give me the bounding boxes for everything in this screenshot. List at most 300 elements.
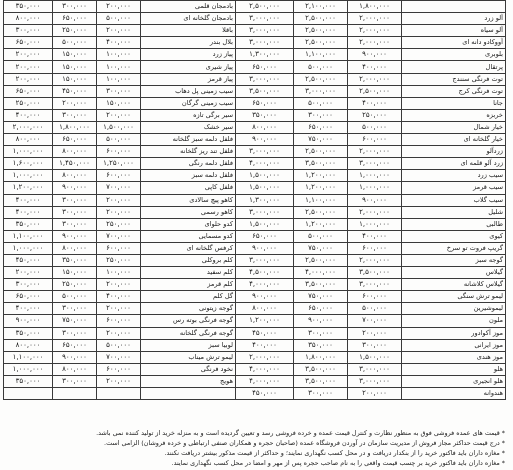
wholesale-max-left: ۱,۰۰۰,۰۰۰	[4, 363, 53, 375]
wholesale-max-left: ۱,۰۰۰,۰۰۰	[4, 242, 53, 254]
wholesale-min-left: ۳۰۰,۰۰۰	[97, 85, 141, 97]
item-name-right: بلوبری	[402, 49, 506, 61]
wholesale-max-left: ۲۰۰,۰۰۰	[4, 61, 53, 73]
wholesale-min-right: ۲,۰۰۰,۰۰۰	[348, 25, 402, 37]
wholesale-max-right: ۴,۰۰۰,۰۰۰	[236, 363, 294, 375]
wholesale-mid-left: ۳۰۰,۰۰۰	[53, 303, 97, 315]
wholesale-min-left: ۲۵۰,۰۰۰	[97, 218, 141, 230]
wholesale-min-right: ۱,۰۰۰,۰۰۰	[348, 182, 402, 194]
item-name-right: موز ایرانی	[402, 339, 506, 351]
wholesale-mid-left: ۲۵۰,۰۰۰	[53, 25, 97, 37]
item-name-right: کیوی	[402, 230, 506, 242]
wholesale-min-right: ۴۰۰,۰۰۰	[348, 97, 402, 109]
item-name-left	[141, 388, 236, 400]
wholesale-max-right: ۴۰۰,۰۰۰	[236, 339, 294, 351]
item-name-right: آلو زرد	[402, 13, 506, 25]
wholesale-min-left: ۲۰۰,۰۰۰	[97, 327, 141, 339]
wholesale-max-right: ۸۰۰,۰۰۰	[236, 303, 294, 315]
item-name-left: فلفل دلمه سبز گلخانه	[141, 134, 236, 146]
item-name-right: سیب قرمز	[402, 182, 506, 194]
wholesale-mid-right: ۲,۵۰۰,۰۰۰	[294, 73, 348, 85]
wholesale-mid-right: ۲,۵۰۰,۰۰۰	[294, 25, 348, 37]
item-name-left: کرفس گلخانه ای	[141, 242, 236, 254]
wholesale-min-left: ۶۰۰,۰۰۰	[97, 363, 141, 375]
item-name-left: فلفل دلمه سبز	[141, 170, 236, 182]
wholesale-min-left: ۲۰۰,۰۰۰	[97, 1, 141, 13]
wholesale-max-left: ۱,۰۰۰,۰۰۰	[4, 170, 53, 182]
wholesale-max-right: ۶۵۰,۰۰۰	[236, 97, 294, 109]
wholesale-max-right: ۹۰۰,۰۰۰	[236, 242, 294, 254]
wholesale-mid-right: ۳,۵۰۰,۰۰۰	[294, 158, 348, 170]
wholesale-min-left: ۴۰۰,۰۰۰	[97, 291, 141, 303]
table-row	[4, 13, 506, 25]
wholesale-mid-left: ۶۵۰,۰۰۰	[53, 134, 97, 146]
wholesale-max-left: ۱,۶۰۰,۰۰۰	[4, 158, 53, 170]
wholesale-mid-left: ۹۰۰,۰۰۰	[53, 351, 97, 363]
item-name-right: جانا	[402, 97, 506, 109]
wholesale-mid-right: ۴,۰۰۰,۰۰۰	[294, 267, 348, 279]
item-name-left: کلم قرمز	[141, 279, 236, 291]
wholesale-max-right: ۴۵۰,۰۰۰	[236, 327, 294, 339]
wholesale-min-left: ۲۰۰,۰۰۰	[97, 194, 141, 206]
wholesale-min-left: ۲۰۰,۰۰۰	[97, 303, 141, 315]
table-row	[4, 327, 506, 339]
wholesale-max-left: ۴۰۰,۰۰۰	[4, 194, 53, 206]
wholesale-mid-left: ۳۰۰,۰۰۰	[53, 375, 97, 387]
wholesale-max-left: ۶۵۰,۰۰۰	[4, 291, 53, 303]
wholesale-min-right: ۲,۰۰۰,۰۰۰	[348, 254, 402, 266]
item-name-left: گوجه زیتونی	[141, 303, 236, 315]
wholesale-max-right: ۲,۵۰۰,۰۰۰	[236, 1, 294, 13]
wholesale-mid-right: ۲,۵۰۰,۰۰۰	[294, 146, 348, 158]
table-row	[4, 254, 506, 266]
table-row	[4, 315, 506, 327]
item-name-right: سیب زرد	[402, 170, 506, 182]
item-name-right: هندوانه	[402, 388, 506, 400]
wholesale-mid-right: ۱,۱۰۰,۰۰۰	[294, 194, 348, 206]
item-name-right: گیلاس	[402, 267, 506, 279]
wholesale-min-left: ۵۰۰,۰۰۰	[97, 339, 141, 351]
price-table	[3, 0, 506, 400]
wholesale-mid-right: ۳۵۰,۰۰۰	[294, 339, 348, 351]
wholesale-mid-left: ۶۵۰,۰۰۰	[53, 339, 97, 351]
wholesale-min-right: ۳۰۰,۰۰۰	[348, 339, 402, 351]
wholesale-mid-left: ۳۰۰,۰۰۰	[53, 206, 97, 218]
table-row	[4, 1, 506, 13]
wholesale-mid-left: ۴۵۰,۰۰۰	[53, 85, 97, 97]
item-name-left: کلم سفید	[141, 267, 236, 279]
wholesale-mid-left: ۳۰۰,۰۰۰	[53, 327, 97, 339]
wholesale-max-left: ۲۵۰,۰۰۰	[4, 97, 53, 109]
table-row	[4, 73, 506, 85]
wholesale-min-left: ۲۰۰,۰۰۰	[97, 375, 141, 387]
table-row	[4, 134, 506, 146]
wholesale-mid-left: ۵۰۰,۰۰۰	[53, 37, 97, 49]
wholesale-min-left: ۲۰۰,۰۰۰	[97, 279, 141, 291]
wholesale-min-right: ۳,۰۰۰,۰۰۰	[348, 363, 402, 375]
item-name-right	[402, 1, 506, 13]
wholesale-mid-right: ۲,۵۰۰,۰۰۰	[294, 13, 348, 25]
wholesale-max-right: ۳,۰۰۰,۰۰۰	[236, 37, 294, 49]
item-name-left: سیب زمینی گرگان	[141, 97, 236, 109]
item-name-right: هلو انجیری	[402, 375, 506, 387]
wholesale-min-right: ۱,۸۰۰,۰۰۰	[348, 1, 402, 13]
table-row	[4, 97, 506, 109]
wholesale-min-right: ۳,۵۰۰,۰۰۰	[348, 267, 402, 279]
wholesale-max-right: ۴۵۰,۰۰۰	[236, 388, 294, 400]
wholesale-max-right: ۲,۰۰۰,۰۰۰	[236, 351, 294, 363]
item-name-right: آلو سیاه	[402, 25, 506, 37]
item-name-right: گوجه سبز	[402, 254, 506, 266]
wholesale-max-left: ۱,۱۰۰,۰۰۰	[4, 351, 53, 363]
wholesale-max-right: ۹۰۰,۰۰۰	[236, 291, 294, 303]
table-row	[4, 182, 506, 194]
wholesale-max-left: ۹۰۰,۰۰۰	[4, 315, 53, 327]
wholesale-max-left: ۳۵۰,۰۰۰	[4, 327, 53, 339]
table-row	[4, 206, 506, 218]
wholesale-mid-left: ۲۰۰,۰۰۰	[53, 97, 97, 109]
wholesale-min-right: ۲۰۰,۰۰۰	[348, 327, 402, 339]
wholesale-max-right: ۱,۳۰۰,۰۰۰	[236, 194, 294, 206]
wholesale-min-left: ۲۵۰,۰۰۰	[97, 254, 141, 266]
wholesale-max-left: ۳۵۰,۰۰۰	[4, 1, 53, 13]
wholesale-mid-left: ۱۵۰,۰۰۰	[53, 267, 97, 279]
wholesale-min-right: ۶۰۰,۰۰۰	[348, 134, 402, 146]
wholesale-max-right: ۴,۰۰۰,۰۰۰	[236, 279, 294, 291]
wholesale-max-left: ۲۰۰,۰۰۰	[4, 49, 53, 61]
item-name-left: فلفل کاپی	[141, 182, 236, 194]
wholesale-min-right: ۳,۰۰۰,۰۰۰	[348, 158, 402, 170]
wholesale-max-right: ۳,۰۰۰,۰۰۰	[236, 13, 294, 25]
item-name-right: زرد آلو قلمه ای	[402, 158, 506, 170]
item-name-left: لوبیا سبز	[141, 339, 236, 351]
item-name-right: گریپ فروت تو سرخ	[402, 242, 506, 254]
table-row	[4, 218, 506, 230]
table-row	[4, 61, 506, 73]
item-name-left: هویج	[141, 375, 236, 387]
wholesale-min-left: ۱,۲۵۰,۰۰۰	[97, 158, 141, 170]
wholesale-min-left: ۵۰۰,۰۰۰	[97, 134, 141, 146]
item-name-left: گوجه فرنگی بوته رس	[141, 315, 236, 327]
wholesale-mid-left: ۳۰۰,۰۰۰	[53, 1, 97, 13]
wholesale-min-right: ۱,۰۰۰,۰۰۰	[348, 170, 402, 182]
table-row	[4, 375, 506, 387]
wholesale-mid-right: ۲,۵۰۰,۰۰۰	[294, 37, 348, 49]
wholesale-mid-right: ۵۰۰,۰۰۰	[294, 61, 348, 73]
wholesale-min-left: ۶۰۰,۰۰۰	[97, 315, 141, 327]
item-name-right: توت فرنگی سنندج	[402, 73, 506, 85]
item-name-right: موز آکوادور	[402, 327, 506, 339]
item-name-left: کاهو رسمی	[141, 206, 236, 218]
item-name-right: سیب گلاب	[402, 194, 506, 206]
wholesale-max-right: ۳,۰۰۰,۰۰۰	[236, 206, 294, 218]
wholesale-mid-right: ۳,۵۰۰,۰۰۰	[294, 363, 348, 375]
wholesale-mid-left: ۶۵۰,۰۰۰	[53, 13, 97, 25]
item-name-left: باقلا	[141, 25, 236, 37]
wholesale-min-right: ۶۰۰,۰۰۰	[348, 291, 402, 303]
wholesale-mid-right: ۷۵۰,۰۰۰	[294, 242, 348, 254]
wholesale-mid-left: ۳۵۰,۰۰۰	[53, 254, 97, 266]
wholesale-mid-right: ۹۰۰,۰۰۰	[294, 315, 348, 327]
table-row	[4, 85, 506, 97]
wholesale-max-left: ۶۵۰,۰۰۰	[4, 37, 53, 49]
wholesale-mid-left: ۷۵۰,۰۰۰	[53, 315, 97, 327]
wholesale-mid-left: ۸۰۰,۰۰۰	[53, 242, 97, 254]
wholesale-min-right: ۴۰۰,۰۰۰	[348, 61, 402, 73]
table-row	[4, 170, 506, 182]
wholesale-mid-left: ۳۰۰,۰۰۰	[53, 194, 97, 206]
table-row	[4, 146, 506, 158]
wholesale-min-left: ۱۰۰,۰۰۰	[97, 267, 141, 279]
wholesale-mid-left: ۱,۸۰۰,۰۰۰	[53, 121, 97, 133]
wholesale-min-right: ۲۰۰,۰۰۰	[348, 388, 402, 400]
wholesale-mid-right: ۳,۰۰۰,۰۰۰	[294, 85, 348, 97]
wholesale-mid-left: ۳۰۰,۰۰۰	[53, 218, 97, 230]
wholesale-min-right: ۳,۰۰۰,۰۰۰	[348, 375, 402, 387]
table-row	[4, 291, 506, 303]
item-name-right: پرتقال	[402, 61, 506, 73]
wholesale-mid-right: ۳,۵۰۰,۰۰۰	[294, 279, 348, 291]
wholesale-min-left: ۵۰۰,۰۰۰	[97, 13, 141, 25]
wholesale-min-left: ۲۰۰,۰۰۰	[97, 109, 141, 121]
item-name-right: طالبی	[402, 218, 506, 230]
wholesale-max-left: ۳۵۰,۰۰۰	[4, 375, 53, 387]
wholesale-min-right: ۱,۰۰۰,۰۰۰	[348, 218, 402, 230]
item-name-right: زردآلو	[402, 146, 506, 158]
wholesale-mid-right: ۶۵۰,۰۰۰	[294, 303, 348, 315]
wholesale-min-right: ۴۰۰,۰۰۰	[348, 230, 402, 242]
wholesale-mid-left: ۹۰۰,۰۰۰	[53, 182, 97, 194]
wholesale-max-right: ۳,۵۰۰,۰۰۰	[236, 85, 294, 97]
item-name-right: لیموشیرین	[402, 303, 506, 315]
wholesale-min-left: ۶۰۰,۰۰۰	[97, 170, 141, 182]
wholesale-min-right: ۲,۰۰۰,۰۰۰	[348, 206, 402, 218]
wholesale-mid-left	[53, 388, 97, 400]
wholesale-mid-right: ۲,۵۰۰,۰۰۰	[294, 206, 348, 218]
table-row	[4, 25, 506, 37]
wholesale-max-left: ۲,۰۰۰,۰۰۰	[4, 121, 53, 133]
item-name-left: نخود فرنگی	[141, 363, 236, 375]
wholesale-max-right: ۶۵۰,۰۰۰	[236, 230, 294, 242]
footnote: * مغازه داران باید فاکتور خرید را از بنکدار دریافت و در محل کسب نگهداری نمایند؛ و حداکثر از قیمت مذکور بیشتر دریافت نکنند.	[164, 449, 505, 457]
wholesale-min-right: ۵۰۰,۰۰۰	[348, 121, 402, 133]
wholesale-mid-right: ۳۰۰,۰۰۰	[294, 327, 348, 339]
wholesale-min-right: ۱,۵۰۰,۰۰۰	[348, 351, 402, 363]
wholesale-max-right: ۴,۵۰۰,۰۰۰	[236, 267, 294, 279]
table-row	[4, 158, 506, 170]
item-name-left: کدو مسمایی	[141, 230, 236, 242]
table-row	[4, 109, 506, 121]
wholesale-min-left: ۲۰۰,۰۰۰	[97, 206, 141, 218]
wholesale-max-left: ۳۰۰,۰۰۰	[4, 25, 53, 37]
item-name-left: لیمو ترش میناب	[141, 351, 236, 363]
wholesale-max-right: ۸۰۰,۰۰۰	[236, 121, 294, 133]
item-name-right: موز هندی	[402, 351, 506, 363]
wholesale-min-right: ۵۰۰,۰۰۰	[348, 303, 402, 315]
wholesale-min-left: ۱۰۰,۰۰۰	[97, 73, 141, 85]
wholesale-max-left: ۸۰۰,۰۰۰	[4, 13, 53, 25]
wholesale-mid-left: ۱,۴۵۰,۰۰۰	[53, 158, 97, 170]
wholesale-max-left: ۲۰۰,۰۰۰	[4, 267, 53, 279]
item-name-right: هلو	[402, 363, 506, 375]
item-name-left: کلم بروکلی	[141, 254, 236, 266]
item-name-right: ملون	[402, 315, 506, 327]
table-row	[4, 363, 506, 375]
wholesale-mid-left: ۱۵۰,۰۰۰	[53, 61, 97, 73]
wholesale-max-left: ۸۰۰,۰۰۰	[4, 339, 53, 351]
item-name-right: آووکادو دانه ای	[402, 37, 506, 49]
wholesale-mid-left: ۳۰۰,۰۰۰	[53, 109, 97, 121]
table-row	[4, 351, 506, 363]
item-name-right: خیار شمال	[402, 121, 506, 133]
item-name-left: پیاز شیری	[141, 61, 236, 73]
wholesale-mid-right: ۶۵۰,۰۰۰	[294, 121, 348, 133]
wholesale-mid-right: ۷۵۰,۰۰۰	[294, 291, 348, 303]
item-name-right: خربزه	[402, 109, 506, 121]
table-row	[4, 194, 506, 206]
item-name-left: بادمجان قلمی	[141, 1, 236, 13]
wholesale-max-left: ۸۰۰,۰۰۰	[4, 134, 53, 146]
wholesale-mid-right: ۱,۲۰۰,۰۰۰	[294, 218, 348, 230]
wholesale-mid-right: ۲,۵۰۰,۰۰۰	[294, 254, 348, 266]
wholesale-max-right: ۹۰۰,۰۰۰	[236, 134, 294, 146]
wholesale-max-right: ۳,۰۰۰,۰۰۰	[236, 25, 294, 37]
wholesale-max-left: ۱,۱۰۰,۰۰۰	[4, 230, 53, 242]
wholesale-max-right: ۳,۰۰۰,۰۰۰	[236, 146, 294, 158]
table-row	[4, 339, 506, 351]
wholesale-max-right: ۳,۰۰۰,۰۰۰	[236, 254, 294, 266]
item-name-left: پیاز زرد	[141, 49, 236, 61]
table-row	[4, 121, 506, 133]
wholesale-mid-right: ۵۰۰,۰۰۰	[294, 97, 348, 109]
wholesale-min-left: ۴۰۰,۰۰۰	[97, 37, 141, 49]
wholesale-mid-right: ۷۵۰,۰۰۰	[294, 134, 348, 146]
wholesale-max-right: ۴,۰۰۰,۰۰۰	[236, 158, 294, 170]
wholesale-mid-left: ۸۰۰,۰۰۰	[53, 363, 97, 375]
item-name-left: فلفل دلمه رنگی	[141, 158, 236, 170]
footnote: * مغازه داران باید فاکتور خرید بر چسب قیمت واقعی را به نام صاحب حجره پس از مهر و امضا در محل کسب نگهداری نمایند.	[171, 459, 505, 467]
wholesale-min-left: ۱,۵۰۰,۰۰۰	[97, 121, 141, 133]
item-name-right: خیار گلخانه ای	[402, 134, 506, 146]
wholesale-max-left: ۴۰۰,۰۰۰	[4, 109, 53, 121]
table-row	[4, 230, 506, 242]
table-row	[4, 303, 506, 315]
table-row	[4, 49, 506, 61]
item-name-right: گیلاس کلاشانه	[402, 279, 506, 291]
table-row	[4, 388, 506, 400]
item-name-left: بلال بندر	[141, 37, 236, 49]
wholesale-min-right: ۲,۰۰۰,۰۰۰	[348, 146, 402, 158]
table-row	[4, 37, 506, 49]
item-name-left: سیر خشک	[141, 121, 236, 133]
wholesale-max-left: ۴۰۰,۰۰۰	[4, 303, 53, 315]
wholesale-mid-right: ۱,۲۰۰,۰۰۰	[294, 170, 348, 182]
wholesale-mid-right: ۲,۱۰۰,۰۰۰	[294, 1, 348, 13]
wholesale-mid-right: ۳۰۰,۰۰۰	[294, 388, 348, 400]
item-name-left: سیر برگی تازه	[141, 109, 236, 121]
wholesale-min-right: ۹۰۰,۰۰۰	[348, 49, 402, 61]
wholesale-min-left: ۱۵۰,۰۰۰	[97, 97, 141, 109]
wholesale-max-left: ۱,۰۰۰,۰۰۰	[4, 146, 53, 158]
wholesale-min-right: ۲,۰۰۰,۰۰۰	[348, 73, 402, 85]
item-name-left: بادمجان گلخانه ای	[141, 13, 236, 25]
wholesale-min-left: ۷۰۰,۰۰۰	[97, 182, 141, 194]
wholesale-min-left: ۷۰۰,۰۰۰	[97, 351, 141, 363]
wholesale-mid-right: ۱,۸۰۰,۰۰۰	[294, 351, 348, 363]
wholesale-max-right: ۱,۲۰۰,۰۰۰	[236, 315, 294, 327]
item-name-right: شلیل	[402, 206, 506, 218]
wholesale-max-left: ۴۰۰,۰۰۰	[4, 206, 53, 218]
wholesale-min-right: ۲,۵۰۰,۰۰۰	[348, 85, 402, 97]
wholesale-max-left: ۳۰۰,۰۰۰	[4, 279, 53, 291]
wholesale-min-left: ۱۰۰,۰۰۰	[97, 49, 141, 61]
wholesale-min-left: ۶۰۰,۰۰۰	[97, 146, 141, 158]
wholesale-max-left: ۳۵۰,۰۰۰	[4, 218, 53, 230]
wholesale-max-left	[4, 388, 53, 400]
wholesale-min-right: ۹۰۰,۰۰۰	[348, 194, 402, 206]
item-name-left: گل کلم	[141, 291, 236, 303]
item-name-right: لیمو ترش سنگی	[402, 291, 506, 303]
item-name-left: سیب زمینی پل دهاب	[141, 85, 236, 97]
wholesale-mid-right: ۳۰۰,۰۰۰	[294, 109, 348, 121]
item-name-left: کدو حلوای	[141, 218, 236, 230]
footnotes	[6, 428, 505, 468]
wholesale-mid-left: ۵۰۰,۰۰۰	[53, 291, 97, 303]
wholesale-max-left: ۱,۲۰۰,۰۰۰	[4, 182, 53, 194]
wholesale-max-right: ۱,۵۰۰,۰۰۰	[236, 182, 294, 194]
wholesale-mid-right: ۱,۲۰۰,۰۰۰	[294, 182, 348, 194]
item-name-left: کاهو پیچ سالادی	[141, 194, 236, 206]
wholesale-max-right: ۳۵۰,۰۰۰	[236, 109, 294, 121]
wholesale-mid-left: ۲۵۰,۰۰۰	[53, 279, 97, 291]
item-name-left: پیاز قرمز	[141, 73, 236, 85]
wholesale-min-left: ۶۰۰,۰۰۰	[97, 242, 141, 254]
item-name-right: توت فرنگی کرج	[402, 85, 506, 97]
item-name-left: فلفل تند ریز گلخانه	[141, 146, 236, 158]
wholesale-min-right: ۲۵۰,۰۰۰	[348, 109, 402, 121]
wholesale-mid-left: ۹۰۰,۰۰۰	[53, 230, 97, 242]
wholesale-min-right: ۳,۰۰۰,۰۰۰	[348, 279, 402, 291]
item-name-left: گوجه فرنگی گلخانه	[141, 327, 236, 339]
table-row	[4, 279, 506, 291]
table-row	[4, 267, 506, 279]
footnote: * درج قیمت حداکثر مجاز فروش از مدیریت سازمان در آوردن فروشگاه عمده (صاحبان حجره و همکاران صنفی ارتباطی و خرده فروشان) الزامی است.	[104, 439, 505, 447]
wholesale-min-left: ۷۰۰,۰۰۰	[97, 230, 141, 242]
wholesale-max-right: ۱,۵۰۰,۰۰۰	[236, 218, 294, 230]
footnote: * قیمت های عمده فروشی فوق به منظور نظارت و کنترل قیمت عمده و خرده فروشی رسد و تعیین گردیده است و به منزله خرید از تولید کننده نمی باشد.	[96, 429, 505, 437]
wholesale-mid-right: ۳,۵۰۰,۰۰۰	[294, 375, 348, 387]
wholesale-min-left	[97, 388, 141, 400]
wholesale-max-right: ۴,۰۰۰,۰۰۰	[236, 375, 294, 387]
wholesale-min-left: ۱۰۰,۰۰۰	[97, 61, 141, 73]
wholesale-min-left: ۲۰۰,۰۰۰	[97, 25, 141, 37]
wholesale-mid-left: ۸۰۰,۰۰۰	[53, 170, 97, 182]
wholesale-max-left: ۲۰۰,۰۰۰	[4, 73, 53, 85]
wholesale-mid-left: ۱۵۰,۰۰۰	[53, 49, 97, 61]
wholesale-max-left: ۴۵۰,۰۰۰	[4, 254, 53, 266]
table-row	[4, 242, 506, 254]
wholesale-min-right: ۷۰۰,۰۰۰	[348, 315, 402, 327]
wholesale-min-right: ۶۰۰,۰۰۰	[348, 242, 402, 254]
wholesale-mid-left: ۸۰۰,۰۰۰	[53, 146, 97, 158]
wholesale-max-right: ۶۵۰,۰۰۰	[236, 61, 294, 73]
wholesale-min-right: ۲,۰۰۰,۰۰۰	[348, 13, 402, 25]
wholesale-max-right: ۱,۳۰۰,۰۰۰	[236, 49, 294, 61]
wholesale-mid-right: ۱,۱۰۰,۰۰۰	[294, 49, 348, 61]
wholesale-max-left: ۶۵۰,۰۰۰	[4, 85, 53, 97]
wholesale-min-right: ۲,۰۰۰,۰۰۰	[348, 37, 402, 49]
wholesale-max-right: ۳,۰۰۰,۰۰۰	[236, 73, 294, 85]
